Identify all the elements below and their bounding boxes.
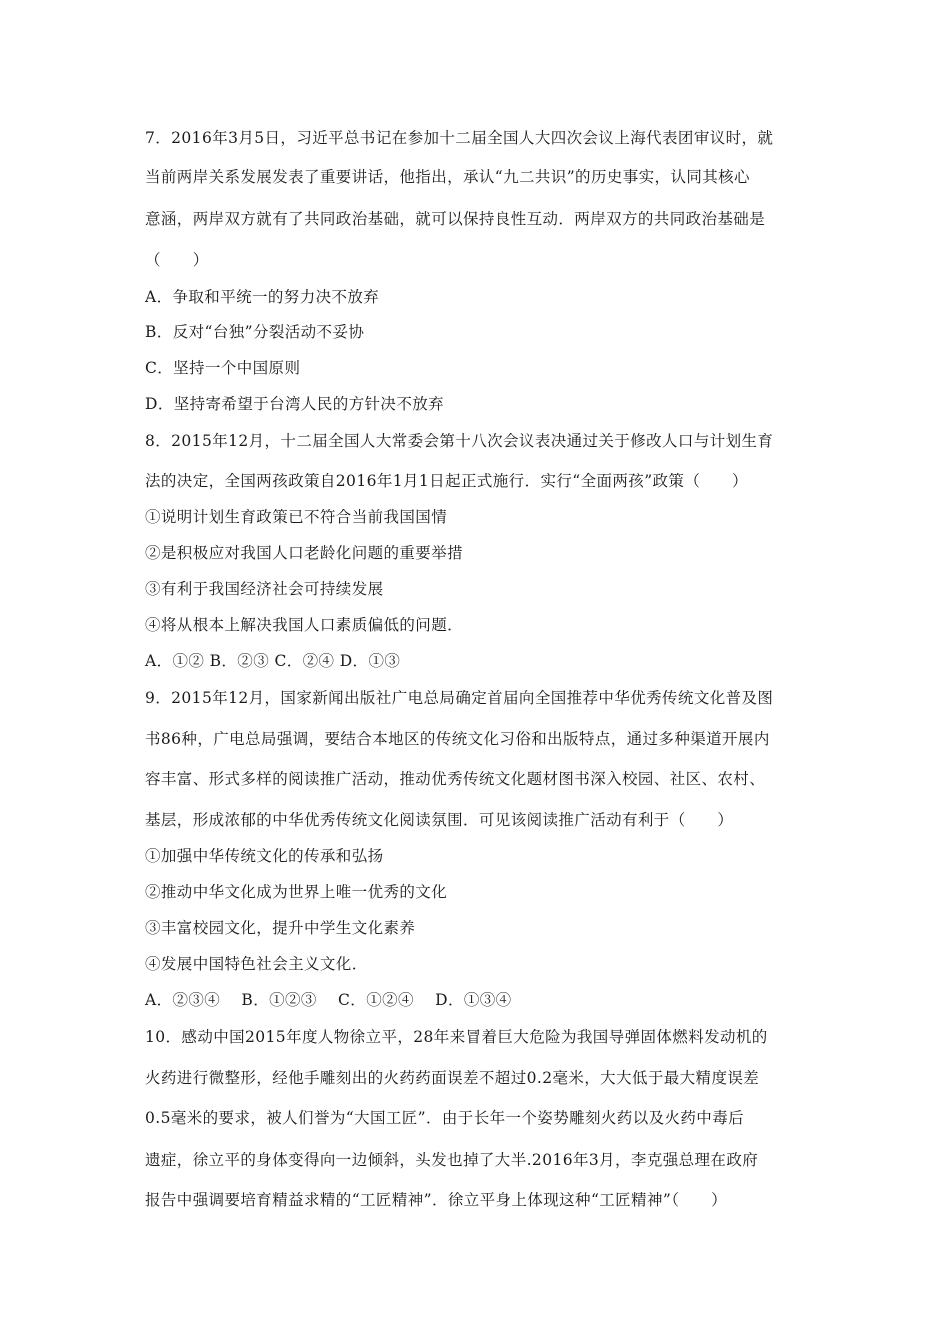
q8-statement-3: ③有利于我国经济社会可持续发展 <box>145 580 384 598</box>
q7-option-b: B．反对“台独”分裂活动不妥协 <box>145 323 365 341</box>
q8-statement-4: ④将从根本上解决我国人口素质偏低的问题． <box>145 616 464 634</box>
q10-stem-line-5: 报告中强调要培育精益求精的“工匠精神”．徐立平身上体现这种“工匠精神”（ ） <box>145 1191 728 1209</box>
q9-statement-4: ④发展中国特色社会主义文化． <box>145 955 368 973</box>
q10-stem-line-2: 火药进行微整形，经他手雕刻出的火药药面误差不超过0.2毫米，大大低于最大精度误差 <box>145 1069 760 1087</box>
q8-statement-2: ②是积极应对我国人口老龄化问题的重要举措 <box>145 544 464 562</box>
q7-answer-blank: （ ） <box>145 251 209 269</box>
q8-stem-line-2: 法的决定，全国两孩政策自2016年1月1日起正式施行．实行“全面两孩”政策（ ） <box>145 472 748 490</box>
q9-stem-line-2: 书86种，广电总局强调，要结合本地区的传统文化习俗和出版特点，通过多种渠道开展内 <box>145 730 770 748</box>
q7-stem-line-1: 7．2016年3月5日，习近平总书记在参加十二届全国人大四次会议上海代表团审议时，就 <box>145 129 774 147</box>
q7-stem-line-3: 意涵，两岸双方就有了共同政治基础，就可以保持良性互动．两岸双方的共同政治基础是 <box>145 210 766 228</box>
q9-statement-3: ③丰富校园文化，提升中学生文化素养 <box>145 919 416 937</box>
q9-stem-line-1: 9．2015年12月，国家新闻出版社广电总局确定首届向全国推荐中华优秀传统文化普及图 <box>145 689 774 707</box>
q9-statement-2: ②推动中华文化成为世界上唯一优秀的文化 <box>145 883 448 901</box>
q9-choices: A．②③④ B．①②③ C．①②④ D．①③④ <box>145 991 512 1009</box>
q9-statement-1: ①加强中华传统文化的传承和弘扬 <box>145 847 384 865</box>
q10-stem-line-3: 0.5毫米的要求，被人们誉为“大国工匠”．由于长年一个姿势雕刻火药以及火药中毒后 <box>145 1109 745 1127</box>
q8-choices: A．①② B．②③ C．②④ D．①③ <box>145 652 401 670</box>
q9-stem-line-4: 基层，形成浓郁的中华优秀传统文化阅读氛围．可见该阅读推广活动有利于（ ） <box>145 811 734 829</box>
q10-stem-line-4: 遗症，徐立平的身体变得向一边倾斜，头发也掉了大半.2016年3月，李克强总理在政府 <box>145 1151 759 1169</box>
q7-option-d: D．坚持寄希望于台湾人民的方针决不放弃 <box>145 395 445 413</box>
q10-stem-line-1: 10．感动中国2015年度人物徐立平，28年来冒着巨大危险为我国导弹固体燃料发动机的 <box>145 1028 768 1046</box>
q8-stem-line-1: 8．2015年12月，十二届全国人大常委会第十八次会议表决通过关于修改人口与计划生育 <box>145 432 774 450</box>
q9-stem-line-3: 容丰富、形式多样的阅读推广活动，推动优秀传统文化题材图书深入校园、社区、农村、 <box>145 770 766 788</box>
q7-stem-line-2: 当前两岸关系发展发表了重要讲话，他指出，承认“九二共识”的历史事实，认同其核心 <box>145 168 750 186</box>
q7-option-a: A．争取和平统一的努力决不放弃 <box>145 288 380 306</box>
q8-statement-1: ①说明计划生育政策已不符合当前我国国情 <box>145 508 448 526</box>
q7-option-c: C．坚持一个中国原则 <box>145 359 301 377</box>
